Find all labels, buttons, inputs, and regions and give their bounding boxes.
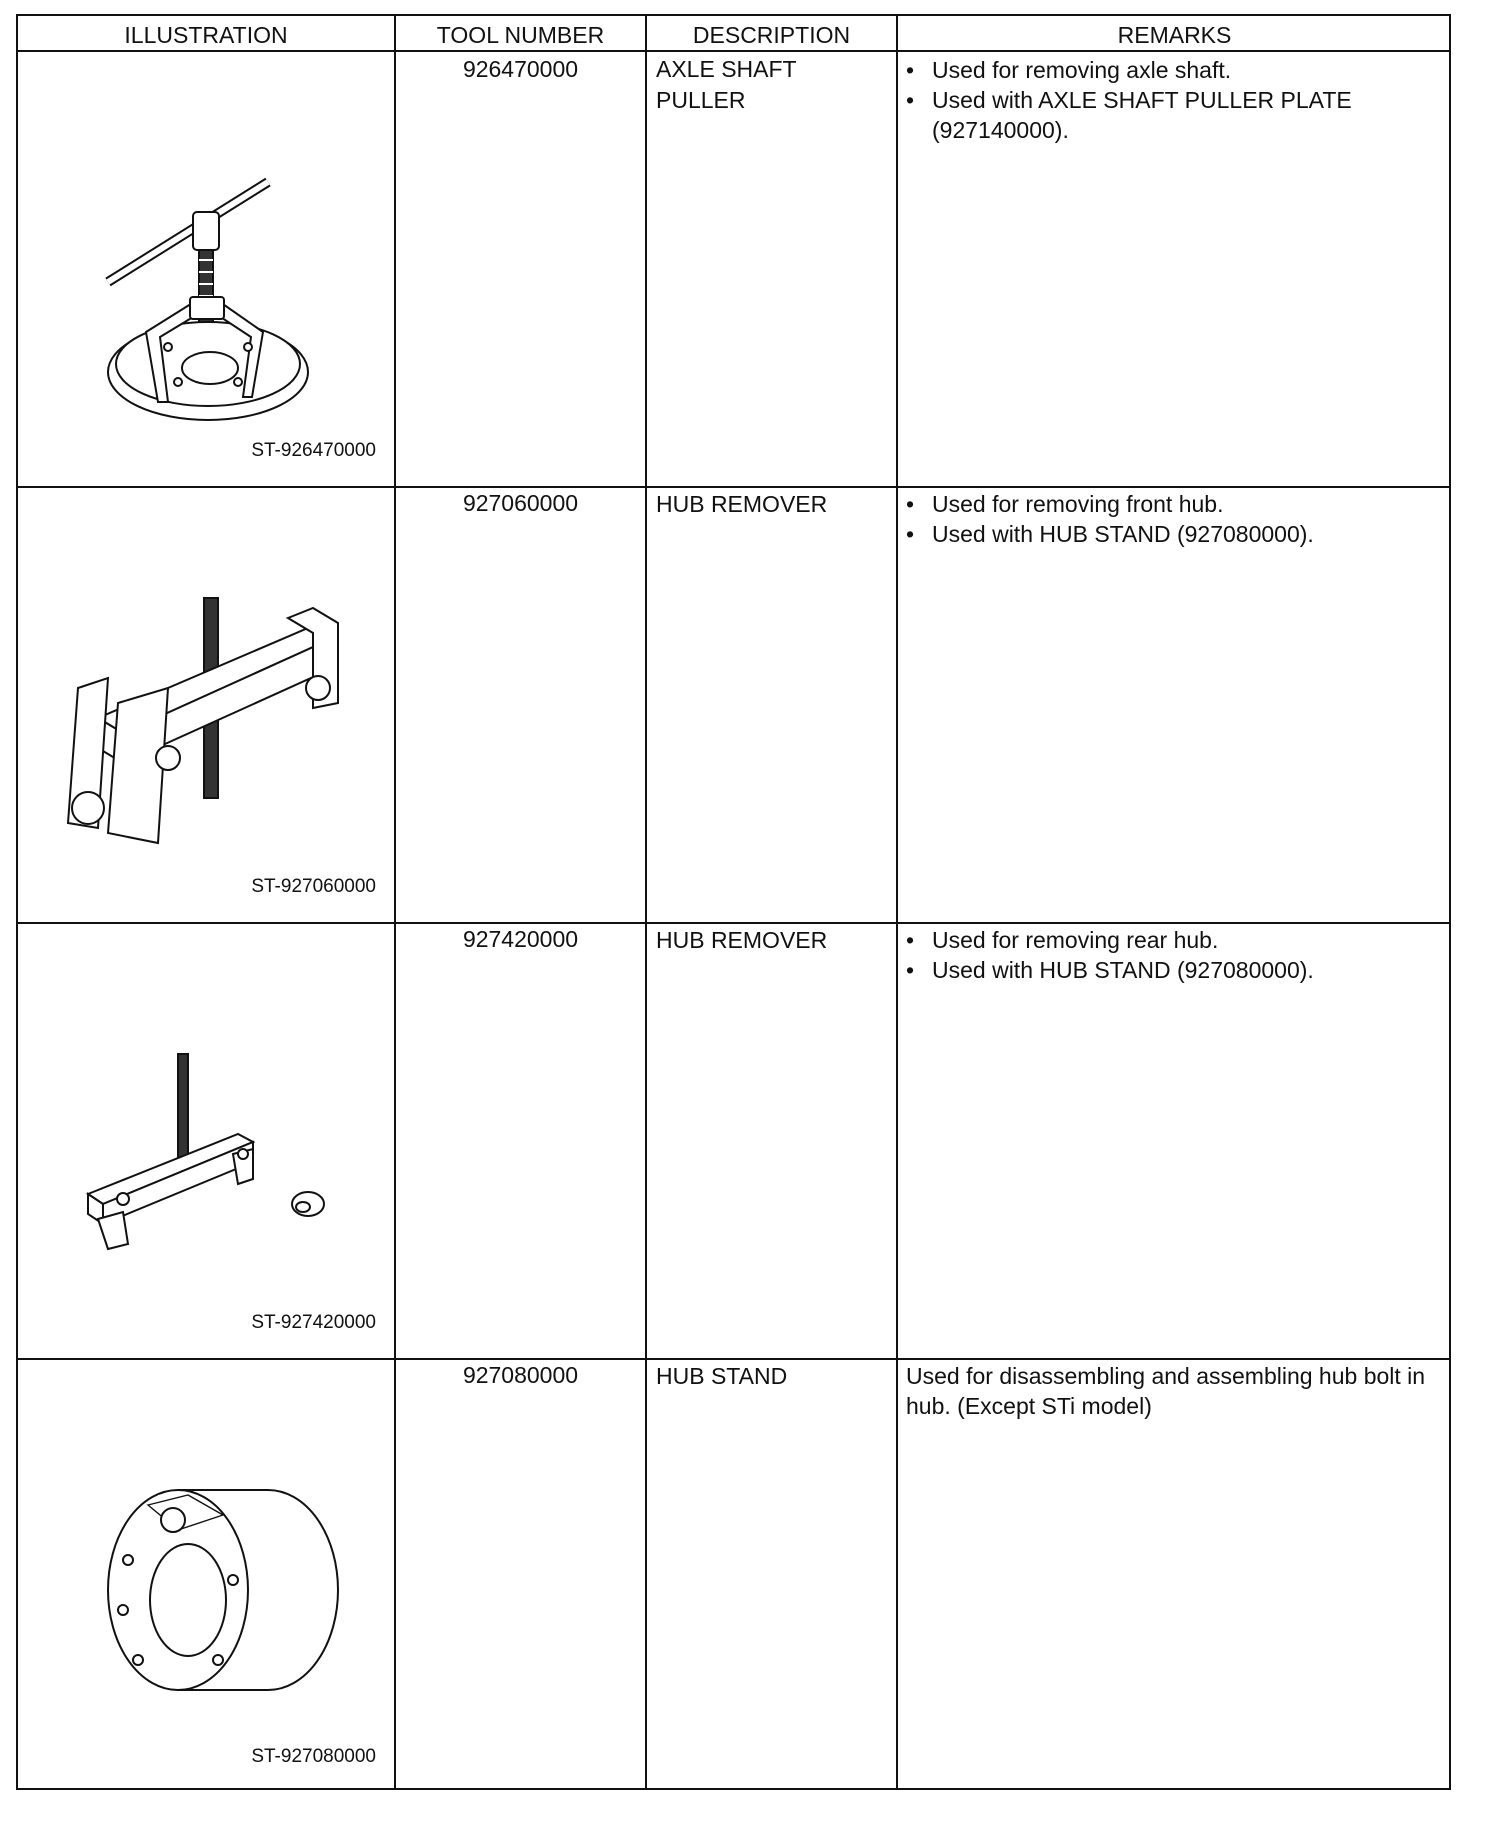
remarks — [906, 488, 1446, 549]
description: HUB REMOVER — [656, 927, 828, 953]
remark-item: • Used for removing front hub. — [906, 489, 1446, 519]
rear-hub-remover-icon — [68, 1044, 368, 1274]
description: AXLE SHAFT PULLER — [656, 56, 797, 113]
table-row-illustration — [18, 1360, 394, 1790]
illustration-caption: ST-927420000 — [251, 1312, 376, 1333]
remark-item: • Used for removing axle shaft. — [906, 55, 1446, 85]
special-tools-table — [16, 14, 1451, 1790]
remarks — [906, 924, 1446, 985]
hub-stand-icon — [78, 1460, 358, 1710]
illustration-caption: ST-927080000 — [251, 1746, 376, 1767]
description: HUB REMOVER — [656, 491, 828, 517]
description: HUB STAND — [656, 1363, 788, 1389]
table-row-illustration — [18, 488, 394, 922]
front-hub-remover-icon — [48, 578, 378, 848]
table-row-illustration — [18, 52, 394, 486]
tool-number: 926470000 — [462, 56, 579, 82]
column-divider — [645, 16, 647, 1788]
remark-item: • Used with HUB STAND (927080000). — [906, 519, 1446, 549]
illustration-caption: ST-926470000 — [251, 440, 376, 461]
tool-number: 927080000 — [462, 1362, 579, 1388]
header-description: DESCRIPTION — [692, 22, 851, 48]
header-illustration: ILLUSTRATION — [124, 22, 288, 48]
illustration-caption: ST-927060000 — [251, 876, 376, 897]
tool-number: 927420000 — [462, 926, 579, 952]
axle-shaft-puller-icon — [98, 132, 338, 432]
remark-item: • Used with HUB STAND (927080000). — [906, 955, 1446, 985]
remarks — [906, 52, 1446, 145]
remarks: Used for disassembling and assembling hub bolt in hub. (Except STi model) — [906, 1363, 1426, 1419]
tool-number: 927060000 — [462, 490, 579, 516]
header-tool-number: TOOL NUMBER — [436, 22, 605, 48]
table-row-illustration — [18, 924, 394, 1358]
remark-item: • Used for removing rear hub. — [906, 925, 1446, 955]
column-divider — [394, 16, 396, 1788]
header-remarks: REMARKS — [1117, 22, 1232, 48]
column-divider — [896, 16, 898, 1788]
remark-item: • Used with AXLE SHAFT PULLER PLATE (927140000). — [906, 85, 1446, 145]
